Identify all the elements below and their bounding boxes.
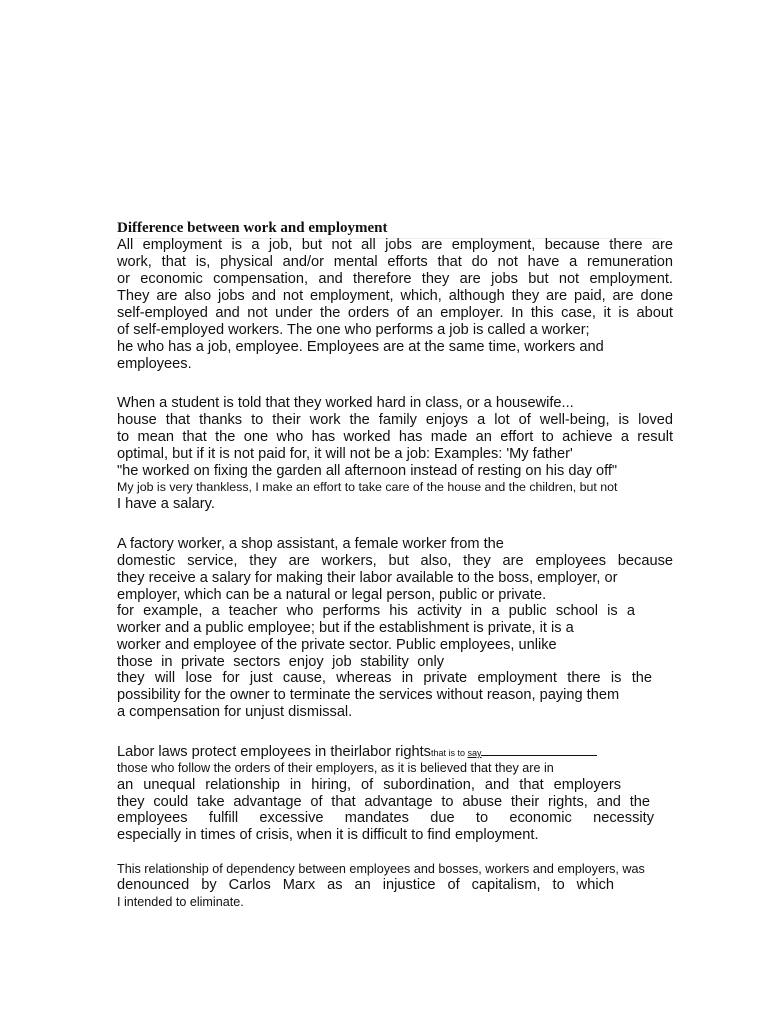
paragraph-3-line: those in private sectors enjoy job stability only (117, 654, 444, 670)
paragraph-1-line: he who has a job, employee. Employees are at the same time, workers and (117, 339, 604, 355)
paragraph-4-small-text: that is to (430, 748, 468, 758)
paragraph-2-line: optimal, but if it is not paid for, it will not be a job: Examples: 'My father' (117, 446, 573, 462)
paragraph-4-small-underlined: say (467, 748, 482, 758)
paragraph-3-line: they receive a salary for making their labor available to the boss, employer, or (117, 570, 618, 586)
paragraph-1-line: work, that is, physical and/or mental efforts that do not have a remuneration (117, 254, 673, 270)
paragraph-4-line: they could take advantage of that advantage to abuse their rights, and the (117, 794, 650, 810)
paragraph-4-line: employees fulfill excessive mandates due to economic necessity (117, 810, 654, 826)
paragraph-3-line: they will lose for just cause, whereas in private employment there is the (117, 670, 652, 686)
paragraph-4-line: those who follow the orders of their employers, as it is believed that they are in (117, 761, 554, 775)
paragraph-5-line: This relationship of dependency between employees and bosses, workers and employers, was (117, 862, 645, 876)
document-title: Difference between work and employment (117, 218, 662, 239)
paragraph-4-line: an unequal relationship in hiring, of subordination, and that employers (117, 777, 621, 793)
paragraph-2-line: "he worked on fixing the garden all afternoon instead of resting on his day off" (117, 463, 618, 479)
paragraph-3-line: possibility for the owner to terminate the services without reason, paying them (117, 687, 620, 703)
paragraph-2-line: to mean that the one who has worked has made an effort to achieve a result (117, 429, 673, 445)
paragraph-3-line: worker and employee of the private sector. Public employees, unlike (117, 637, 557, 653)
paragraph-3-line: a compensation for unjust dismissal. (117, 704, 353, 720)
paragraph-2-line: I have a salary. (117, 496, 215, 512)
paragraph-4-line: especially in times of crisis, when it is difficult to find employment. (117, 827, 539, 843)
paragraph-4-lead-text: Labor laws protect employees in theirlabor rights (117, 744, 431, 760)
paragraph-2-line: When a student is told that they worked hard in class, or a housewife... (117, 395, 574, 411)
paragraph-1-line: or economic compensation, and therefore they are jobs but not employment. (117, 271, 673, 287)
paragraph-5-line: denounced by Carlos Marx as an injustice of capitalism, to which (117, 877, 614, 893)
paragraph-5-line: I intended to eliminate. (117, 895, 244, 909)
paragraph-3-line: worker and a public employee; but if the establishment is private, it is a (117, 620, 574, 636)
paragraph-3-line: for example, a teacher who performs his activity in a public school is a (117, 603, 635, 619)
paragraph-2-line: house that thanks to their work the family enjoys a lot of well-being, is loved (117, 412, 673, 428)
paragraph-2-line: My job is very thankless, I make an effort to take care of the house and the children, but not (117, 480, 618, 494)
paragraph-1-line: employees. (117, 356, 192, 372)
paragraph-1-line: They are also jobs and not employment, which, although they are paid, are done (117, 288, 673, 304)
paragraph-3-line: employer, which can be a natural or legal person, public or private. (117, 587, 547, 603)
blank-underline (481, 743, 597, 756)
paragraph-3-line: A factory worker, a shop assistant, a female worker from the (117, 536, 504, 552)
paragraph-1-line: of self-employed workers. The one who performs a job is called a worker; (117, 322, 590, 338)
paragraph-1-line: self-employed and not under the orders of an employer. In this case, it is about (117, 305, 673, 321)
paragraph-3-line: domestic service, they are workers, but also, they are employees because (117, 553, 673, 569)
paragraph-1-line: All employment is a job, but not all jobs are employment, because there are (117, 237, 673, 253)
